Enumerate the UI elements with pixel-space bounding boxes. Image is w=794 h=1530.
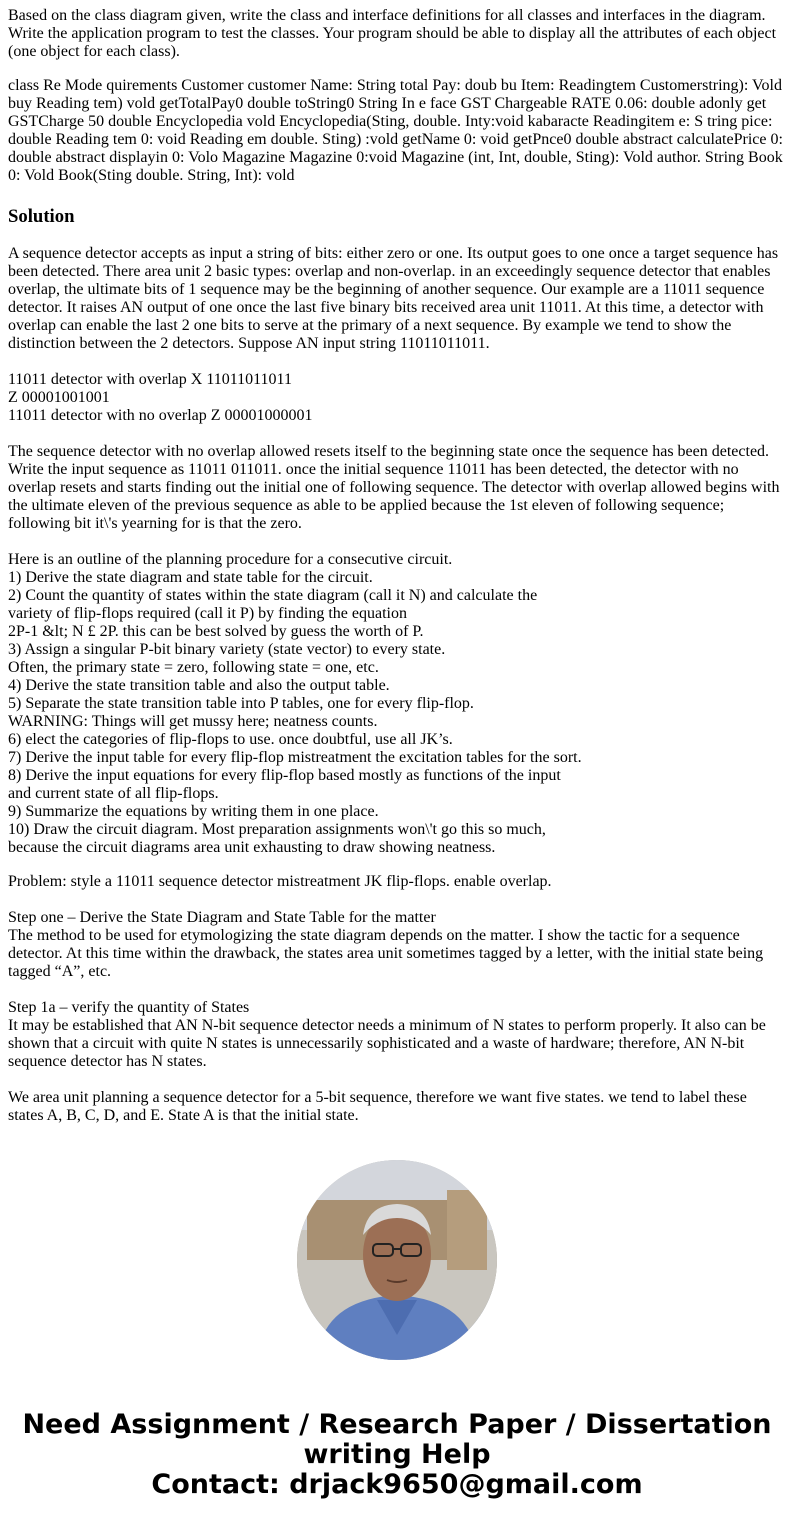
- solution-heading: Solution: [8, 206, 75, 227]
- outline-line: 6) elect the categories of flip-flops to use. once doubtful, use all JK’s.: [8, 731, 453, 748]
- outline-line: 1) Derive the state diagram and state table for the circuit.: [8, 569, 373, 586]
- outline-line: Here is an outline of the planning procedure for a consecutive circuit.: [8, 551, 453, 568]
- solution-body: [8, 245, 786, 857]
- step1-title: Step one – Derive the State Diagram and State Table for the matter: [8, 909, 436, 926]
- promo-line: Need Assignment / Research Paper / Dissertation: [22, 1409, 772, 1440]
- author-avatar: [297, 1160, 497, 1360]
- outline-line: 2) Count the quantity of states within the state diagram (call it N) and calculate the: [8, 587, 538, 604]
- question-prompt: Based on the class diagram given, write the class and interface definitions for all classes and interfaces in the diagram. Write the application program to test the classes. Your program should be able to display all the attributes of each object (one object for each class).: [8, 7, 777, 60]
- outline-line: 9) Summarize the equations by writing them in one place.: [8, 803, 379, 820]
- diagram-text: class Re Mode quirements Customer customer Name: String total Pay: doub bu Item: Readingtem Customerstring): Vold buy Reading tem) vold getTotalPay0 double toString0 String In e face GST Chargeable RATE 0.06: double adonly get GSTCharge 50 double Encyclopedia vold Encyclopedia(Sting, double. Inty:void kabaracte Readingitem e: S tring pice: double Reading tem 0: void Reading em double. Sting) :vold getName 0: void getPnce0 double abstract calculatePrice 0: double abstract displayin 0: Volo Magazine Magazine 0:void Magazine (int, Int, double, Sting): Vold author. String Book 0: Vold Book(Sting double. String, Int): vold: [8, 77, 783, 184]
- detector-line: Z 00001001001: [8, 389, 110, 406]
- outline-line: 4) Derive the state transition table and also the output table.: [8, 677, 390, 694]
- solution-intro: A sequence detector accepts as input a string of bits: either zero or one. Its output goes to one once a target sequence has been detected. There area unit 2 basic types: overlap and non-overlap. in an exceedingly sequence detector that enables overlap, the ultimate bits of 1 sequence may be the beginning of another sequence. Our example are a 11011 sequence detector. It raises AN output of one once the last five binary bits received area unit 11011. At this time, a detector with overlap can enable the last 2 one bits to serve at the primary of a next sequence. By example we tend to show the distinction between the 2 detectors. Suppose AN input string 11011011011.: [8, 245, 779, 352]
- problem-statement: [8, 873, 786, 1125]
- outline-line: WARNING: Things will get mussy here; neatness counts.: [8, 713, 378, 730]
- step1a-body: It may be established that AN N-bit sequence detector needs a minimum of N states to perform properly. It also can be shown that a circuit with quite N states is unnecessarily sophisticated and a waste of hardware; therefore, AN N-bit sequence detector has N states.: [8, 1017, 766, 1070]
- person-portrait-icon: [297, 1160, 497, 1360]
- step1a-title: Step 1a – verify the quantity of States: [8, 999, 250, 1016]
- avatar-photo: [297, 1160, 497, 1360]
- step1-body: The method to be used for etymologizing the state diagram depends on the matter. I show the tactic for a sequence detector. At this time within the drawback, the states area unit sometimes tagged by a letter, with the initial state being tagged “A”, etc.: [8, 927, 764, 980]
- outline-line: because the circuit diagrams area unit exhausting to draw showing neatness.: [8, 839, 496, 856]
- outline-line: 7) Derive the input table for every flip-flop mistreatment the excitation tables for the sort.: [8, 749, 582, 766]
- outline-line: 2P-1 &lt; N £ 2P. this can be best solved by guess the worth of P.: [8, 623, 424, 640]
- promo-contact: Contact: drjack9650@gmail.com: [151, 1469, 643, 1500]
- detector-line: 11011 detector with overlap X 11011011011: [8, 371, 292, 388]
- outline-line: 8) Derive the input equations for every flip-flop based mostly as functions of the input: [8, 767, 561, 784]
- outline-line: Often, the primary state = zero, following state = one, etc.: [8, 659, 379, 676]
- outline-line: 3) Assign a singular P-bit binary variety (state vector) to every state.: [8, 641, 446, 658]
- outline-line: and current state of all flip-flops.: [8, 785, 219, 802]
- no-overlap-paragraph: The sequence detector with no overlap allowed resets itself to the beginning state once the sequence has been detected. Write the input sequence as 11011 011011. once the initial sequence 11011 has been detected, the detector with no overlap resets and starts finding out the initial one of following sequence. The detector with overlap allowed begins with the ultimate eleven of the previous sequence as able to be applied because the 1st eleven of following sequence; following bit it\'s yearning for is that the zero.: [8, 443, 780, 532]
- promo-banner: [0, 1410, 794, 1500]
- outline-line: 5) Separate the state transition table into P tables, one for every flip-flop.: [8, 695, 474, 712]
- document-body: [0, 7, 794, 1125]
- problem-line: Problem: style a 11011 sequence detector mistreatment JK flip-flops. enable overlap.: [8, 873, 552, 890]
- detector-line: 11011 detector with no overlap Z 00001000001: [8, 407, 313, 424]
- outline-line: 10) Draw the circuit diagram. Most preparation assignments won\'t go this so much,: [8, 821, 546, 838]
- closing-paragraph: We area unit planning a sequence detector for a 5-bit sequence, therefore we want five states. we tend to label these states A, B, C, D, and E. State A is that the initial state.: [8, 1089, 747, 1124]
- outline-line: variety of flip-flops required (call it P) by finding the equation: [8, 605, 407, 622]
- promo-line: writing Help: [303, 1439, 491, 1470]
